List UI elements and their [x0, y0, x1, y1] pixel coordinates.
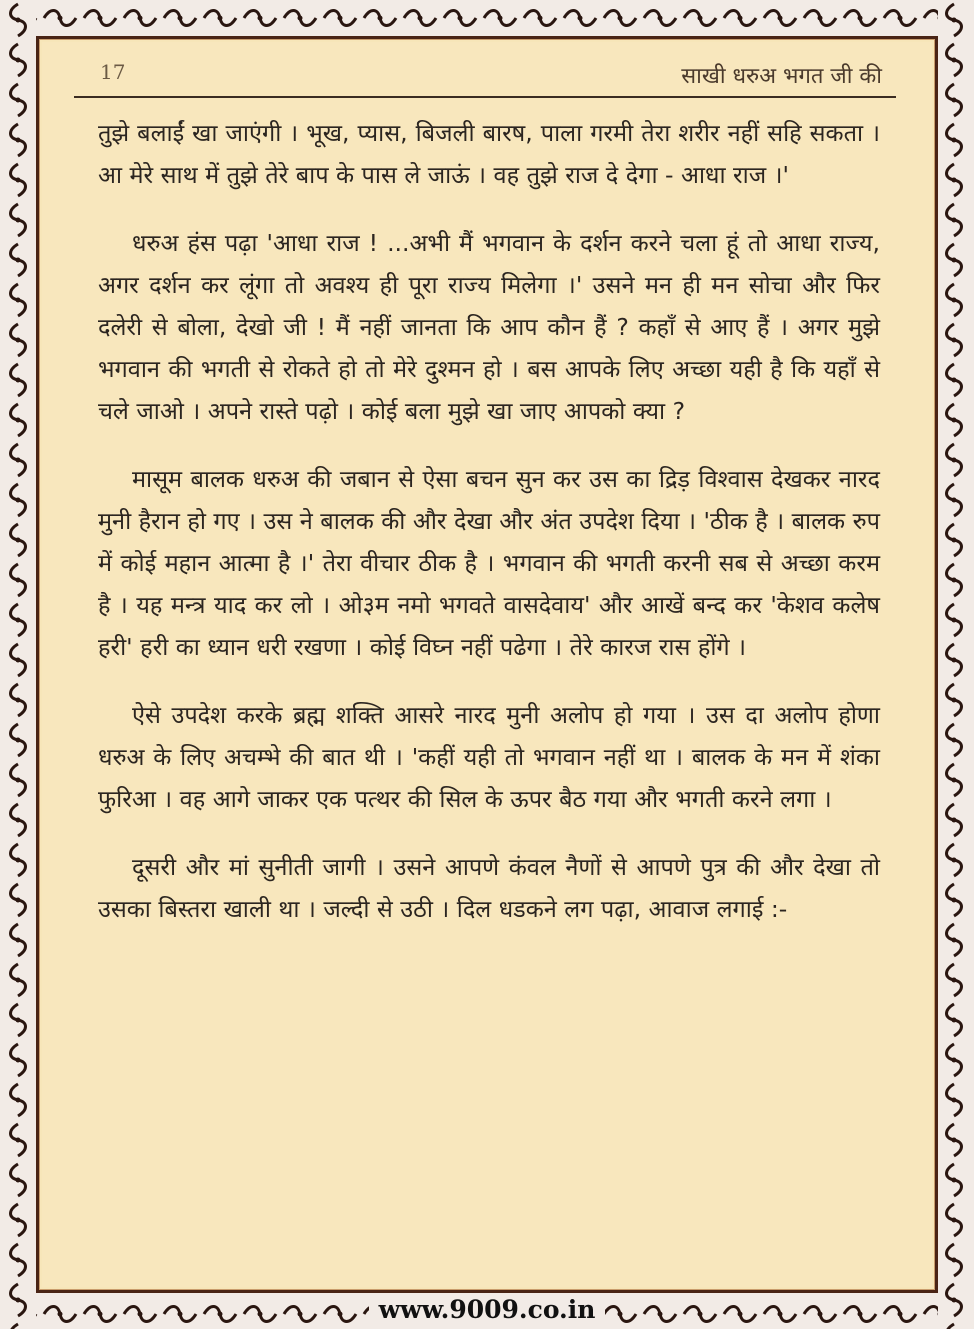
paragraph-5: दूसरी और मां सुनीती जागी । उसने आपणे कंवल नैणों से आपणे पुत्र की और देखा तो उसका बिस्तरा खाली था । जल्दी से उठी । दिल धडकने लग पढ़ा, आवाज लगाई :- — [98, 853, 880, 923]
footer-website — [0, 1292, 974, 1328]
paragraph-3: मासूम बालक धरुअ की जबान से ऐसा बचन सुन कर उस का द्रिड़ विश्वास देखकर नारद मुनी हैरान हो गए । उस ने बालक की और देखा और अंत उपदेश दिया । 'ठीक है । बालक रुप में कोई महान आत्मा है ।' तेरा वीचार ठीक है । भगवान की भगती करनी सब से अच्छा करम है । यह मन्त्र याद कर लो । ओ३म नमो भगवते वासदेवाय' और आखें बन्द कर 'केशव कलेष हरी' हरी का ध्यान धरी रखणा । कोई विघ्न नहीं पढेगा । तेरे कारज रास होंगे । — [98, 465, 880, 661]
footer-url-text: www.9009.co.in — [369, 1295, 606, 1324]
running-title: साखी धरुअ भगत जी की — [681, 64, 882, 89]
paragraph-2: धरुअ हंस पढ़ा 'आधा राज ! ...अभी मैं भगवान के दर्शन करने चला हूं तो आधा राज्य, अगर दर्शन कर लूंगा तो अवश्य ही पूरा राज्य मिलेगा ।' उसने मन ही मन सोचा और फिर दलेरी से बोला, देखो जी ! मैं नहीं जानता कि आप कौन हैं ? कहाँ से आए हैं । अगर मुझे भगवान की भगती से रोकते हो तो मेरे दुश्मन हो । बस आपके लिए अच्छा यही है कि यहाँ से चले जाओ । अपने रास्ते पढ़ो । कोई बला मुझे खा जाए आपको क्या ? — [98, 229, 880, 425]
page-number: 17 — [100, 60, 126, 84]
paragraph-4: ऐसे उपदेश करके ब्रह्म शक्ति आसरे नारद मुनी अलोप हो गया । उस दा अलोप होणा धरुअ के लिए अचम्भे की बात थी । 'कहीं यही तो भगवान नहीं था । बालक के मन में शंका फुरिआ । वह आगे जाकर एक पत्थर की सिल के ऊपर बैठ गया और भगती करने लगा । — [98, 701, 880, 813]
body-text — [98, 112, 880, 956]
paragraph-1: तुझे बलाईं खा जाएंगी । भूख, प्यास, बिजली बारष, पाला गरमी तेरा शरीर नहीं सहि सकता । आ मेरे साथ में तुझे तेरे बाप के पास ले जाऊं । वह तुझे राज दे देगा - आधा राज ।' — [98, 119, 880, 189]
header-rule — [74, 96, 896, 98]
